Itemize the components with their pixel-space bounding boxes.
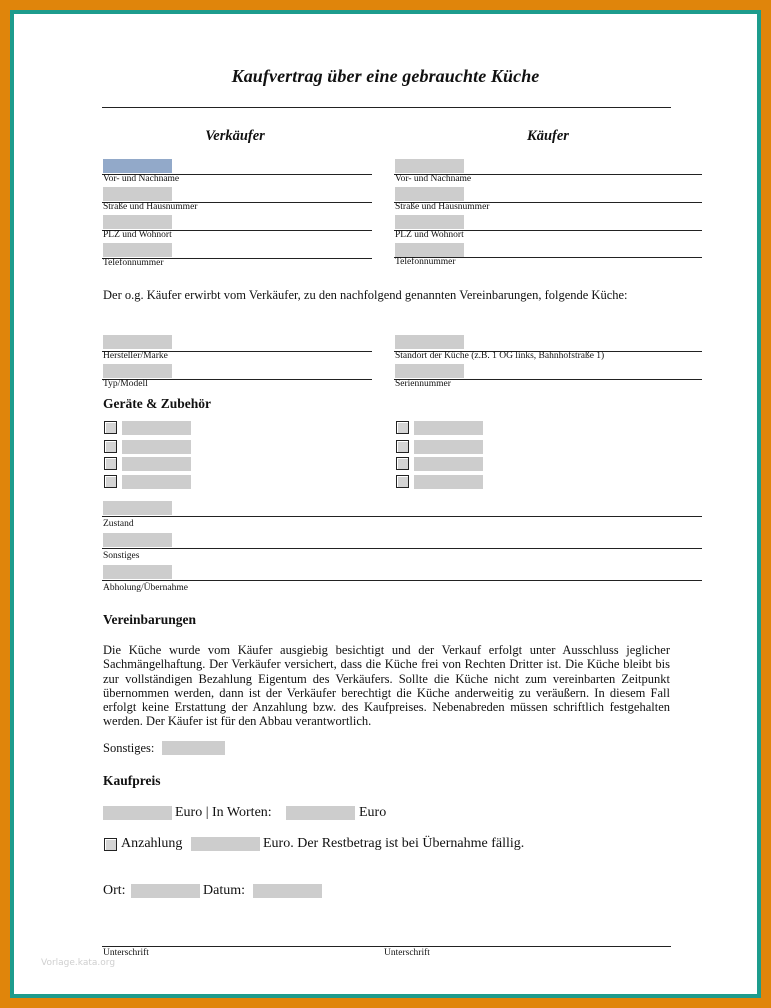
misc-label: Sonstiges [103,551,140,561]
seller-city-input[interactable] [103,215,172,229]
agreements-heading: Vereinbarungen [103,612,197,627]
buyer-phone-label: Telefonnummer [395,257,456,267]
seller-street-label: Straße und Hausnummer [103,202,198,212]
model-input[interactable] [103,364,172,378]
seller-phone-input[interactable] [103,243,172,257]
appliance-checkbox[interactable] [104,421,117,434]
appliance-input[interactable] [414,421,483,435]
appliance-input[interactable] [414,440,483,454]
seller-phone-label: Telefonnummer [103,258,164,268]
misc-input[interactable] [103,533,172,547]
location-label: Standort der Küche (z.B. 1 OG links, Bahnhofstraße 1) [395,351,605,361]
appliance-checkbox[interactable] [396,421,409,434]
seller-street-input[interactable] [103,187,172,201]
title-rule [102,107,671,108]
watermark-text: Vorlage.kata.org [41,958,116,968]
signature-left-label: Unterschrift [103,948,149,958]
appliances-heading: Geräte & Zubehör [103,396,211,411]
pickup-line [102,580,702,581]
appliance-input[interactable] [414,457,483,471]
price-euro-end-label: Euro [359,805,387,820]
agreements-text: Die Küche wurde vom Käufer ausgiebig besichtigt und der Verkauf erfolgt unter Ausschluss jeglicher Sachmängelhaftung. Der Verkäufer versichert, dass die Küche frei von Rechten Dritter ist. Die Küche bleibt bis zur vollständigen Bezahlung Eigentum des Verkäufers. Sollte die Küche nicht zum vereinbarten Zeitpunkt übernommen werden, dann ist der Verkäufer berechtigt die Küche anderweitig zu veräußern. In diesem Fall erfolgt keine Erstattung der Anzahlung bzw. des Kaufpreises. Nebenabreden müssen schriftlich festgehalten werden. Der Käufer ist für den Abbau verantwortlich. [103,643,670,729]
place-label: Ort: [103,883,126,898]
buyer-name-input[interactable] [395,159,464,173]
buyer-heading: Käufer [527,128,569,144]
document-page [14,14,757,994]
serial-label: Seriennummer [395,379,451,389]
seller-city-label: PLZ und Wohnort [103,230,172,240]
signature-line [102,946,671,947]
appliance-input[interactable] [122,421,191,435]
pickup-input[interactable] [103,565,172,579]
appliance-checkbox[interactable] [396,457,409,470]
date-input[interactable] [253,884,322,898]
appliance-input[interactable] [122,440,191,454]
model-label: Typ/Modell [103,379,148,389]
manufacturer-input[interactable] [103,335,172,349]
price-words-input[interactable] [286,806,355,820]
misc-line [102,548,702,549]
intro-text: Der o.g. Käufer erwirbt vom Verkäufer, zu den nachfolgend genannten Vereinbarungen, folgende Küche: [103,288,628,302]
date-label: Datum: [203,883,245,898]
appliance-input[interactable] [414,475,483,489]
appliance-checkbox[interactable] [104,475,117,488]
location-input[interactable] [395,335,464,349]
buyer-street-label: Straße und Hausnummer [395,202,490,212]
place-input[interactable] [131,884,200,898]
condition-label: Zustand [103,519,134,529]
deposit-label: Anzahlung [121,836,183,851]
appliance-input[interactable] [122,457,191,471]
deposit-checkbox[interactable] [104,838,117,851]
appliance-checkbox[interactable] [104,440,117,453]
document-title: Kaufvertrag über eine gebrauchte Küche [231,66,540,86]
manufacturer-label: Hersteller/Marke [103,351,168,361]
appliance-checkbox[interactable] [396,475,409,488]
seller-name-label: Vor- und Nachname [103,174,180,184]
buyer-city-input[interactable] [395,215,464,229]
seller-name-input[interactable] [103,159,172,173]
price-euro-label: Euro | In Worten: [175,805,272,820]
appliance-checkbox[interactable] [396,440,409,453]
condition-input[interactable] [103,501,172,515]
buyer-phone-input[interactable] [395,243,464,257]
deposit-input[interactable] [191,837,260,851]
pickup-label: Abholung/Übernahme [103,583,188,593]
price-heading: Kaufpreis [103,773,161,788]
other-label: Sonstiges: [103,741,155,755]
other-input[interactable] [162,741,225,755]
condition-line [102,516,702,517]
deposit-text: Euro. Der Restbetrag ist bei Übernahme fällig. [263,836,525,851]
buyer-name-label: Vor- und Nachname [395,174,472,184]
price-input[interactable] [103,806,172,820]
serial-input[interactable] [395,364,464,378]
buyer-street-input[interactable] [395,187,464,201]
appliance-checkbox[interactable] [104,457,117,470]
seller-heading: Verkäufer [205,128,265,144]
signature-right-label: Unterschrift [384,948,430,958]
buyer-city-label: PLZ und Wohnort [395,230,464,240]
appliance-input[interactable] [122,475,191,489]
